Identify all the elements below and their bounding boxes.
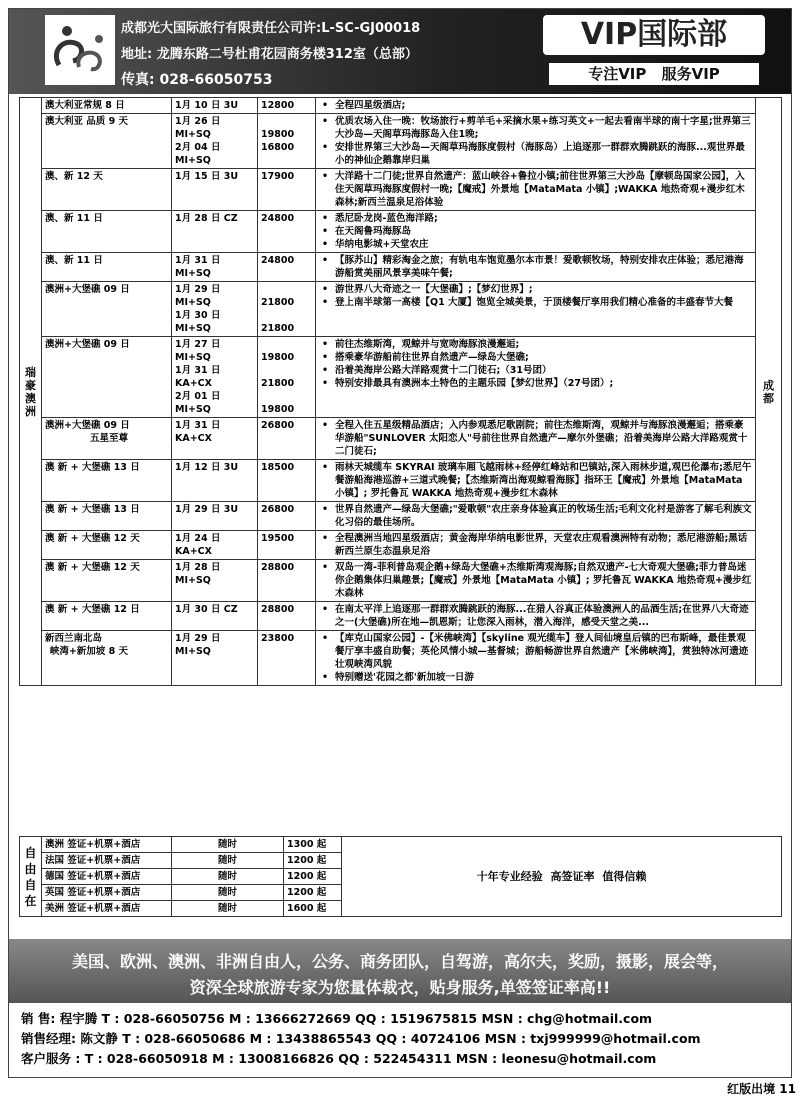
route-name bbox=[42, 502, 172, 531]
table-row bbox=[20, 98, 782, 114]
table-row bbox=[20, 631, 782, 686]
route-description bbox=[316, 253, 756, 282]
contact-sales-manager: 销售经理: 陈文静 T : 028-66050686 M : 13438865543 QQ : 40724106 MSN : txj999999@hotmail.com bbox=[21, 1031, 701, 1046]
route-description bbox=[316, 460, 756, 502]
route-description bbox=[316, 531, 756, 560]
region-label: 瑞 豪 澳 洲 bbox=[20, 98, 42, 686]
route-subname: 五星至尊 bbox=[89, 433, 128, 444]
free-travel-product: 法国 签证+机票+酒店 bbox=[42, 853, 172, 869]
free-travel-price: 1200 起 bbox=[284, 869, 342, 885]
route-highlight: • 在天阁鲁玛海豚岛 bbox=[319, 225, 752, 238]
free-travel-price: 1600 起 bbox=[284, 901, 342, 917]
route-date: 1月 29 日 3U bbox=[172, 502, 258, 531]
route-name-text: 澳洲+大堡礁 09 日 bbox=[45, 284, 130, 295]
route-name-text: 澳 新 + 大堡礁 13 日 bbox=[45, 462, 140, 473]
route-highlight: • 【库克山国家公园】-【米佛峡湾】【skyline 观光缆车】登人间仙境皇后镇的巴布斯峰，最佳景观餐厅享丰盛自助餐；英伦风情小城—基督城；游船畅游世界自然遗产【米佛峡湾】，赏独特冰河遗迹壮观峡湾风貌 bbox=[319, 632, 752, 671]
route-highlight: • 世界自然遗产—绿岛大堡礁;"爱歌顿"农庄亲身体验真正的牧场生活;毛利文化村是游客了解毛利族文化习俗的最佳场所。 bbox=[319, 503, 752, 529]
route-name-text: 澳大利亚 品质 9 天 bbox=[45, 116, 129, 127]
route-date: 1月 12 日 3U bbox=[172, 460, 258, 502]
route-name bbox=[42, 418, 172, 460]
free-travel-price: 1300 起 bbox=[284, 837, 342, 853]
route-description bbox=[316, 560, 756, 602]
free-travel-slogan: 十年专业经验 高签证率 值得信赖 bbox=[342, 837, 782, 917]
promo-band bbox=[9, 939, 791, 1003]
free-travel-product: 澳洲 签证+机票+酒店 bbox=[42, 837, 172, 853]
route-highlight: • 特别安排最具有澳洲本土特色的主题乐园【梦幻世界】（27号团）; bbox=[319, 377, 752, 390]
route-description bbox=[316, 98, 756, 114]
route-name bbox=[42, 282, 172, 337]
route-description bbox=[316, 282, 756, 337]
route-date: 1月 31 日 KA+CX bbox=[172, 418, 258, 460]
route-name-text: 澳、新 12 天 bbox=[45, 171, 103, 182]
route-name-text: 澳 新 + 大堡礁 12 日 bbox=[45, 604, 140, 615]
route-price: 19800 21800 19800 bbox=[258, 337, 316, 418]
route-description bbox=[316, 502, 756, 531]
route-name bbox=[42, 460, 172, 502]
vip-subtitle: 专注VIP 服务VIP bbox=[549, 63, 759, 85]
contact-sales: 销 售: 程宇腾 T : 028-66050756 M : 13666272669 QQ : 1519675815 MSN : chg@hotmail.com bbox=[21, 1011, 653, 1026]
free-travel-time: 随时 bbox=[172, 885, 284, 901]
free-travel-time: 随时 bbox=[172, 901, 284, 917]
free-travel-table bbox=[19, 836, 782, 917]
route-highlight: • 双岛一湾-菲利普岛观企鹅+绿岛大堡礁+杰维斯湾观海豚;自然双遗产-七大奇观大堡礁;菲力普岛迷你企鹅集体归巢趣景;【魔戒】外景地【MataMata 小镇】; 罗托鲁瓦 WAKKA 地热奇观+漫步红木森林 bbox=[319, 561, 752, 600]
table-row bbox=[20, 211, 782, 253]
table-row bbox=[20, 418, 782, 460]
logo-swirl-icon bbox=[45, 15, 115, 85]
route-description bbox=[316, 418, 756, 460]
route-price: 26800 bbox=[258, 418, 316, 460]
table-row bbox=[20, 560, 782, 602]
route-name bbox=[42, 98, 172, 114]
route-highlight: • 游世界八大奇迹之一【大堡礁】;【梦幻世界】; bbox=[319, 283, 752, 296]
route-price: 21800 21800 bbox=[258, 282, 316, 337]
route-highlight: • 前往杰维斯湾，观鲸并与宽吻海豚浪漫邂逅; bbox=[319, 338, 752, 351]
route-highlight: • 特别赠送'花园之都'新加坡一日游 bbox=[319, 671, 752, 684]
route-highlight: • 大洋路十二门徒;世界自然遗产：蓝山峡谷+鲁拉小镇;前往世界第三大沙岛【摩顿岛国家公园】，入住天阁草玛海豚度假村一晚;【魔戒】外景地【MataMata 小镇】;WAKKA 地热奇观+漫步红木森林;新西兰温泉足浴体验 bbox=[319, 170, 752, 209]
page-frame bbox=[8, 8, 792, 1078]
route-highlight: • 搭乘豪华游船前往世界自然遗产—绿岛大堡礁; bbox=[319, 351, 752, 364]
vip-title: VIP国际部 bbox=[543, 15, 765, 55]
table-row bbox=[20, 460, 782, 502]
route-price: 28800 bbox=[258, 602, 316, 631]
route-highlight: • 全程入住五星级精品酒店；入内参观悉尼歌剧院；前往杰维斯湾，观鲸并与海豚浪漫邂逅；搭乘豪华游船"SUNLOVER 太阳恋人"号前往世界自然遗产—摩尔外堡礁；沿着美海岸公路大洋路观赏十二门徒石; bbox=[319, 419, 752, 458]
promo-line-1: 美国、欧洲、澳洲、非洲自由人，公务、商务团队，自驾游，高尔夫，奖励，摄影，展会等， bbox=[71, 952, 728, 971]
free-travel-product: 英国 签证+机票+酒店 bbox=[42, 885, 172, 901]
header-banner bbox=[9, 9, 791, 94]
route-name bbox=[42, 337, 172, 418]
route-price: 18500 bbox=[258, 460, 316, 502]
route-name bbox=[42, 560, 172, 602]
table-row bbox=[20, 531, 782, 560]
route-name bbox=[42, 531, 172, 560]
route-table bbox=[19, 97, 782, 686]
route-highlight: • 全程四星级酒店; bbox=[319, 99, 752, 112]
route-price: 24800 bbox=[258, 211, 316, 253]
route-name-text: 澳洲+大堡礁 09 日 bbox=[45, 339, 130, 350]
route-highlight: • 雨林天城缆车 SKYRAI 玻璃车厢飞越雨林+经停红峰站和巴镇站,深入雨林步道,观巴伦瀑布;悉尼午餐游船海港巡游+三道式晚餐;【杰维斯湾出海观鲸看海豚】指环王【魔戒】外景地【MataMata 小镇】; 罗托鲁瓦 WAKKA 地热奇观+漫步红木森林 bbox=[319, 461, 752, 500]
company-fax: 传真: 028-66050753 bbox=[121, 72, 273, 88]
route-description bbox=[316, 114, 756, 169]
route-date: 1月 29 日 MI+SQ bbox=[172, 631, 258, 686]
company-address: 地址: 龙腾东路二号杜甫花园商务楼312室（总部） bbox=[121, 47, 418, 62]
free-travel-product: 美洲 签证+机票+酒店 bbox=[42, 901, 172, 917]
route-highlight: • 登上南半球第一高楼【Q1 大厦】饱览全城美景，于顶楼餐厅享用我们精心准备的丰盛春节大餐 bbox=[319, 296, 752, 309]
route-highlight: • 华纳电影城+天堂农庄 bbox=[319, 238, 752, 251]
route-date: 1月 29 日 MI+SQ 1月 30 日 MI+SQ bbox=[172, 282, 258, 337]
company-name: 成都光大国际旅行有限责任公司许:L-SC-GJ00018 bbox=[121, 21, 421, 36]
contact-customer-service: 客户服务 : T : 028-66050918 M : 13008166826 QQ : 522454311 MSN : leonesu@hotmail.com bbox=[21, 1051, 657, 1066]
table-row bbox=[20, 282, 782, 337]
route-price: 19500 bbox=[258, 531, 316, 560]
route-name bbox=[42, 631, 172, 686]
free-travel-time: 随时 bbox=[172, 837, 284, 853]
free-travel-label: 自 由 自 在 bbox=[20, 837, 42, 917]
route-description bbox=[316, 169, 756, 211]
route-date: 1月 26 日 MI+SQ 2月 04 日 MI+SQ bbox=[172, 114, 258, 169]
route-name-text: 新西兰南北岛 bbox=[45, 633, 103, 644]
company-logo bbox=[45, 15, 115, 85]
route-description bbox=[316, 631, 756, 686]
route-name bbox=[42, 114, 172, 169]
table-row bbox=[20, 114, 782, 169]
table-row bbox=[20, 502, 782, 531]
free-travel-time: 随时 bbox=[172, 853, 284, 869]
route-date: 1月 28 日 CZ bbox=[172, 211, 258, 253]
route-highlight: • 安排世界第三大沙岛—天阁草玛海豚度假村（海豚岛）上追逐那一群群欢腾跳跃的海豚...观世界最小的神仙企鹅靠岸归巢 bbox=[319, 141, 752, 167]
page-number: 红版出境 11 bbox=[727, 1082, 796, 1096]
route-price: 12800 bbox=[258, 98, 316, 114]
free-travel-time: 随时 bbox=[172, 869, 284, 885]
departure-city-label: 成 都 bbox=[756, 98, 782, 686]
free-travel-row bbox=[20, 837, 782, 853]
table-row bbox=[20, 602, 782, 631]
free-travel-price: 1200 起 bbox=[284, 885, 342, 901]
route-date: 1月 15 日 3U bbox=[172, 169, 258, 211]
route-price: 24800 bbox=[258, 253, 316, 282]
route-date: 1月 28 日 MI+SQ bbox=[172, 560, 258, 602]
promo-line-2: 资深全球旅游专家为您量体裁衣，贴身服务,单签签证率高!! bbox=[189, 978, 611, 997]
route-price: 28800 bbox=[258, 560, 316, 602]
route-name bbox=[42, 602, 172, 631]
route-highlight: • 全程澳洲当地四星级酒店；黄金海岸华纳电影世界，天堂农庄观看澳洲特有动物；悉尼港游船;黑话新西兰原生态温泉足浴 bbox=[319, 532, 752, 558]
route-description bbox=[316, 602, 756, 631]
table-row bbox=[20, 337, 782, 418]
route-price: 26800 bbox=[258, 502, 316, 531]
table-row bbox=[20, 253, 782, 282]
route-description bbox=[316, 337, 756, 418]
route-date: 1月 31 日 MI+SQ bbox=[172, 253, 258, 282]
route-name-text: 澳 新 + 大堡礁 12 天 bbox=[45, 533, 140, 544]
route-highlight: • 【豚苏山】精彩淘金之旅；有轨电车饱览墨尔本市景！爱歌顿牧场，特别安排农庄体验；悉尼港海游船赏美丽风景享美味午餐; bbox=[319, 254, 752, 280]
route-date: 1月 24 日 KA+CX bbox=[172, 531, 258, 560]
free-travel-price: 1200 起 bbox=[284, 853, 342, 869]
route-name bbox=[42, 211, 172, 253]
route-name-text: 澳、新 11 日 bbox=[45, 255, 103, 266]
route-price: 17900 bbox=[258, 169, 316, 211]
route-name-text: 澳、新 11 日 bbox=[45, 213, 103, 224]
route-date: 1月 27 日 MI+SQ 1月 31 日 KA+CX 2月 01 日 MI+SQ bbox=[172, 337, 258, 418]
route-highlight: • 沿着美海岸公路大洋路观赏十二门徒石;（31号团） bbox=[319, 364, 752, 377]
route-date: 1月 10 日 3U bbox=[172, 98, 258, 114]
route-price: 19800 16800 bbox=[258, 114, 316, 169]
route-subname: 峡湾+新加坡 8 天 bbox=[49, 646, 128, 657]
route-price: 23800 bbox=[258, 631, 316, 686]
table-row bbox=[20, 169, 782, 211]
route-name bbox=[42, 253, 172, 282]
route-date: 1月 30 日 CZ bbox=[172, 602, 258, 631]
route-description bbox=[316, 211, 756, 253]
route-highlight: • 在南太平洋上追逐那一群群欢腾跳跃的海豚...在猎人谷真正体验澳洲人的品酒生活;在世界八大奇迹之一(大堡礁)所在地—凯恩斯；让您深入雨林，潜入海洋，感受天堂之美... bbox=[319, 603, 752, 629]
route-highlight: • 优质农场入住一晚：牧场旅行+剪羊毛+采摘水果+练习英文+一起去看南半球的南十字星;世界第三大沙岛—天阁草玛海豚岛入住1晚; bbox=[319, 115, 752, 141]
free-travel-product: 德国 签证+机票+酒店 bbox=[42, 869, 172, 885]
route-highlight: • 悉尼卧龙岗-蓝色海洋路; bbox=[319, 212, 752, 225]
route-name-text: 澳 新 + 大堡礁 13 日 bbox=[45, 504, 140, 515]
route-name-text: 澳洲+大堡礁 09 日 bbox=[45, 420, 130, 431]
route-name bbox=[42, 169, 172, 211]
route-name-text: 澳大利亚常规 8 日 bbox=[45, 100, 125, 111]
route-name-text: 澳 新 + 大堡礁 12 天 bbox=[45, 562, 140, 573]
